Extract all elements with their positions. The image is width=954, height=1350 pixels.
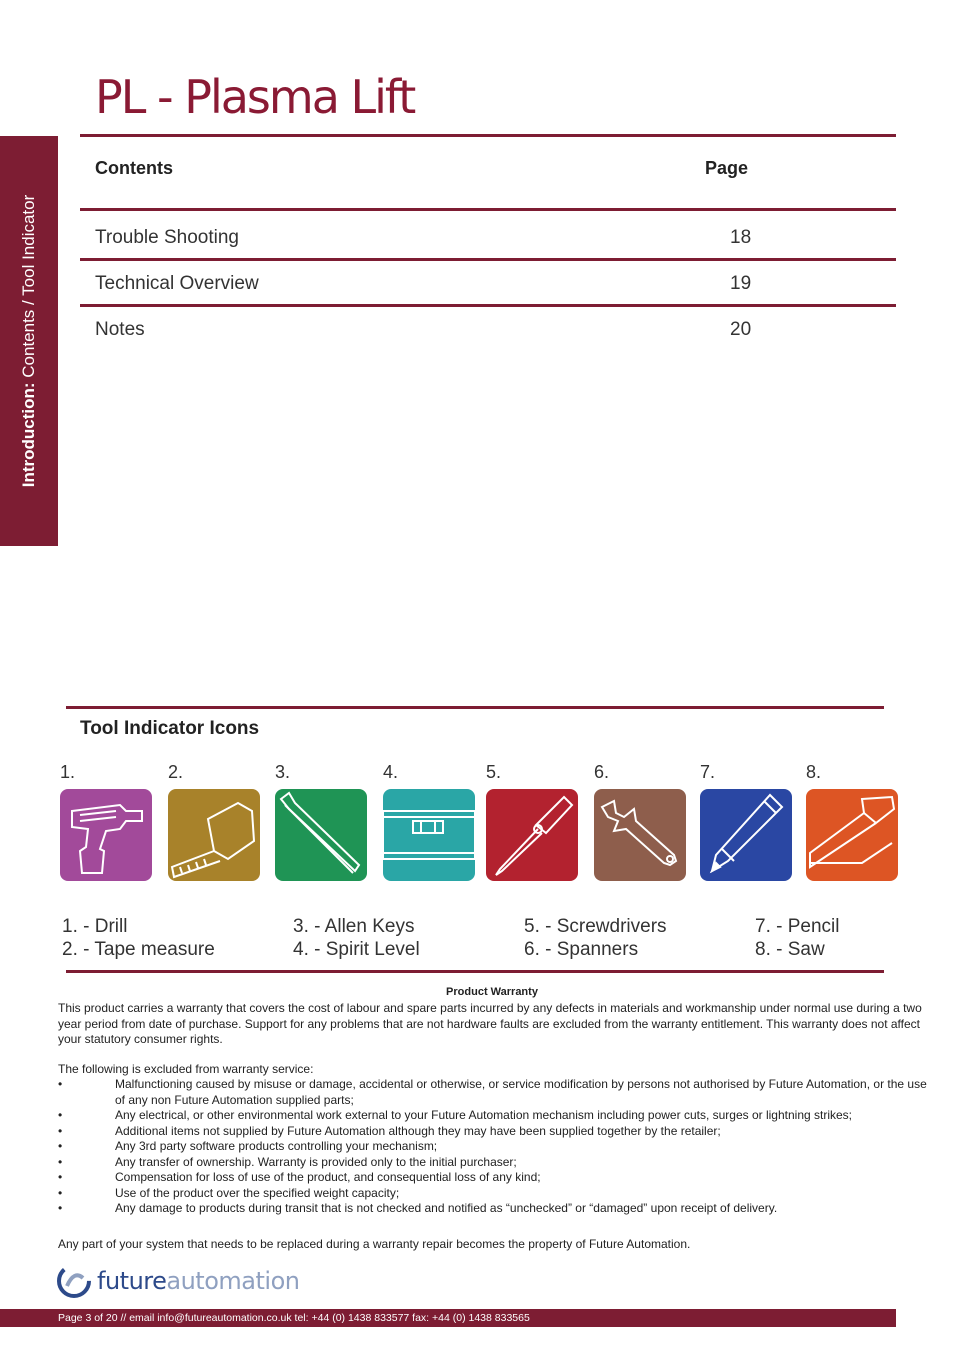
company-logo [57, 1264, 299, 1298]
toc-item-page: 19 [730, 273, 752, 294]
legend-item: 8. - Saw [755, 939, 825, 960]
side-tab-text [19, 141, 39, 541]
logo-word-automation: automation [166, 1267, 300, 1295]
side-tab-rest: Contents / Tool Indicator [19, 194, 38, 383]
tools-title: Tool Indicator Icons [80, 718, 260, 739]
allen-keys-icon [275, 789, 367, 881]
logo-word-future: future [97, 1267, 167, 1295]
bullet: • [58, 1108, 63, 1122]
contents-header-rule [80, 208, 896, 211]
tool-number: 7. [700, 762, 716, 782]
toc-item-page: 20 [730, 319, 752, 340]
toc-item-label: Technical Overview [95, 273, 259, 294]
side-tab-bold: Introduction: [19, 382, 38, 488]
bullet: • [58, 1154, 63, 1169]
footer-text: Page 3 of 20 // email info@futureautomation.co.uk tel: +44 (0) 1438 833577 fax: +44 (0) 1438 833565 [58, 1312, 530, 1324]
legend-item: 6. - Spanners [524, 939, 639, 960]
tools-bottom-rule [66, 970, 884, 973]
list-item [58, 1155, 938, 1171]
footer-bar [0, 1309, 896, 1327]
warranty-closing: Any part of your system that needs to be replaced during a warranty repair becomes the property of Future Automation. [58, 1237, 691, 1251]
tool-number: 1. [60, 762, 76, 782]
exclusion-text: Malfunctioning caused by misuse or damage, accidental or otherwise, or service modification by persons not authorised by Future Automation, or the use of any non Future Automation supplied parts; [115, 1077, 927, 1107]
list-item [58, 1170, 938, 1186]
contents-top-rule [80, 134, 896, 137]
bullet: • [58, 1139, 63, 1153]
toc-item-label: Trouble Shooting [95, 227, 240, 248]
saw-icon [806, 789, 898, 881]
legend-item: 1. - Drill [62, 916, 128, 937]
legend-col-2 [293, 915, 420, 961]
spanner-icon [594, 789, 686, 881]
warranty-exclusions-list [58, 1077, 938, 1217]
legend-item: 5. - Screwdrivers [524, 916, 667, 937]
swirl-logo-icon [57, 1264, 91, 1298]
warranty-exclusions-intro: The following is excluded from warranty service: [58, 1062, 314, 1076]
legend-item: 3. - Allen Keys [293, 916, 415, 937]
exclusion-text: Additional items not supplied by Future Automation although they may have been supplied together by the retailer; [115, 1123, 721, 1138]
tool-number: 6. [594, 762, 610, 782]
toc-row-rule [80, 304, 896, 307]
legend-col-1 [62, 915, 215, 961]
bullet: • [58, 1077, 63, 1091]
spirit-level-icon [383, 789, 475, 881]
bullet: • [58, 1170, 63, 1184]
exclusion-text: Use of the product over the specified weight capacity; [115, 1185, 400, 1200]
tool-number: 5. [486, 762, 502, 782]
tape-measure-icon [168, 789, 260, 881]
warranty-intro: This product carries a warranty that covers the cost of labour and spare parts incurred by any defects in materials and workmanship under normal use during a two year period from date of purchase. Support for any problems that are not hardware faults are excluded from the warranty entitlement. This warranty does not affect your statutory consumer rights. [58, 1001, 922, 1046]
toc-row-rule [80, 258, 896, 261]
bullet: • [58, 1185, 63, 1200]
exclusion-text: Any transfer of ownership. Warranty is provided only to the initial purchaser; [115, 1154, 517, 1169]
exclusion-text: Compensation for loss of use of the product, and consequential loss of any kind; [115, 1170, 541, 1184]
page-title: PL - Plasma Lift [95, 70, 415, 124]
list-item [58, 1201, 938, 1217]
bullet: • [58, 1123, 63, 1138]
legend-item: 4. - Spirit Level [293, 939, 420, 960]
bullet: • [58, 1201, 63, 1215]
legend-col-3 [524, 915, 667, 961]
toc-item-page: 18 [730, 227, 752, 248]
list-item [58, 1186, 938, 1202]
exclusion-text: Any electrical, or other environmental work external to your Future Automation mechanism including power cuts, surges or lightning strikes; [115, 1108, 853, 1122]
exclusion-text: Any 3rd party software products controlling your mechanism; [115, 1139, 438, 1153]
tool-number: 2. [168, 762, 184, 782]
list-item [58, 1077, 938, 1108]
tool-number: 3. [275, 762, 291, 782]
legend-item: 7. - Pencil [755, 916, 840, 937]
legend-col-4 [755, 915, 839, 961]
list-item [58, 1108, 938, 1124]
pencil-icon [700, 789, 792, 881]
tool-number: 4. [383, 762, 399, 782]
exclusion-text: Any damage to products during transit that is not checked and notified as “unchecked” or “damaged” upon receipt of delivery. [115, 1201, 778, 1215]
warranty-title: Product Warranty [446, 986, 538, 998]
list-item [58, 1124, 938, 1140]
legend-item: 2. - Tape measure [62, 939, 215, 960]
drill-icon [60, 789, 152, 881]
tools-top-rule [66, 706, 884, 709]
side-section-tab [0, 136, 58, 546]
page-header: Page [705, 158, 749, 178]
list-item [58, 1139, 938, 1155]
screwdriver-icon [486, 789, 578, 881]
toc-item-label: Notes [95, 319, 145, 340]
tool-number: 8. [806, 762, 822, 782]
contents-header: Contents [95, 158, 173, 178]
